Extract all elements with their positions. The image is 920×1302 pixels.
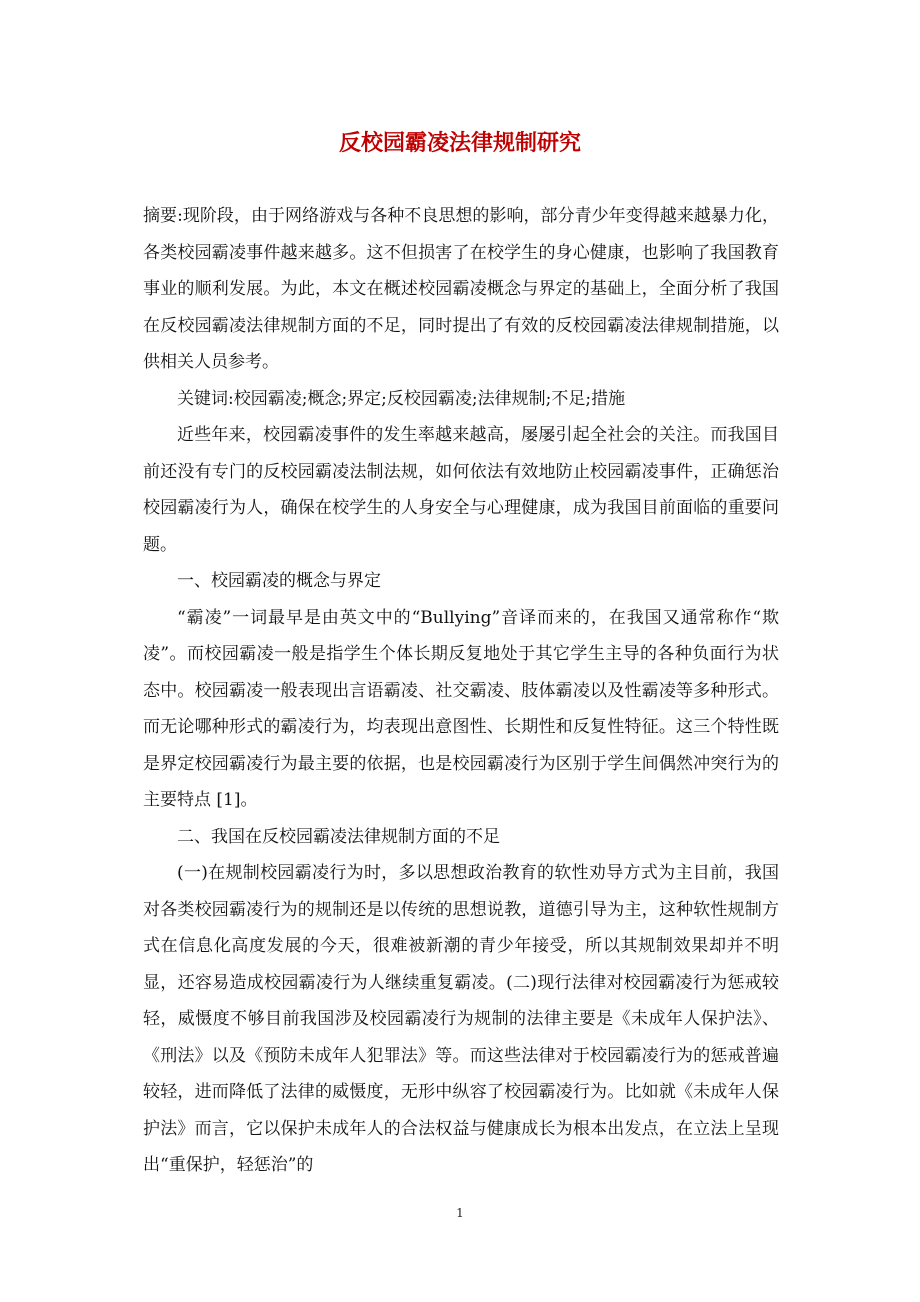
section-heading-2: 二、我国在反校园霸凌法律规制方面的不足 [177,826,500,847]
shortcomings-paragraph: (一)在规制校园霸凌行为时，多以思想政治教育的软性劝导方式为主目前，我国对各类校园霸凌行为的规制还是以传统的思想说教，道德引导为主，这种软性规制方式在信息化高度发展的今天，很难被新潮的青少年接受，所以其规制效果却并不明显，还容易造成校园霸凌行为人继续重复霸凌。(二)现行法律对校园霸凌行为惩戒较轻，威慑度不够目前我国涉及校园霸凌行为规制的法律主要是《未成年人保护法》、《刑法》以及《预防未成年人犯罪法》等。而这些法律对于校园霸凌行为的惩戒普遍较轻，进而降低了法律的威慑度，无形中纵容了校园霸凌行为。比如就《未成年人保护法》而言，它以保护未成年人的合法权益与健康成长为根本出发点，在立法上呈现出“重保护，轻惩治”的 [143,863,779,1175]
page-number: 1 [456,1206,464,1220]
document-body [143,198,779,1184]
keywords-paragraph: 关键词:校园霸凌;概念;界定;反校园霸凌;法律规制;不足;措施 [177,388,626,409]
abstract-paragraph: 摘要:现阶段，由于网络游戏与各种不良思想的影响，部分青少年变得越来越暴力化，各类校园霸凌事件越来越多。这不但损害了在校学生的身心健康，也影响了我国教育事业的顺利发展。为此，本文在概述校园霸凌概念与界定的基础上，全面分析了我国在反校园霸凌法律规制方面的不足，同时提出了有效的反校园霸凌法律规制措施，以供相关人员参考。 [143,206,779,372]
definition-paragraph: “霸凌”一词最早是由英文中的“Bullying”音译而来的，在我国又通常称作“欺凌”。而校园霸凌一般是指学生个体长期反复地处于其它学生主导的各种负面行为状态中。校园霸凌一般表现出言语霸凌、社交霸凌、肢体霸凌以及性霸凌等多种形式。而无论哪种形式的霸凌行为，均表现出意图性、长期性和反复性特征。这三个特性既是界定校园霸凌行为最主要的依据，也是校园霸凌行为区别于学生间偶然冲突行为的主要特点 [1]。 [143,607,779,810]
section-heading-1: 一、校园霸凌的概念与界定 [177,571,381,591]
document-title: 反校园霸凌法律规制研究 [338,131,581,156]
intro-paragraph: 近些年来，校园霸凌事件的发生率越来越高，屡屡引起全社会的关注。而我国目前还没有专门的反校园霸凌法制法规，如何依法有效地防止校园霸凌事件，正确惩治校园霸凌行为人，确保在校学生的人身安全与心理健康，成为我国目前面临的重要问题。 [143,425,779,555]
